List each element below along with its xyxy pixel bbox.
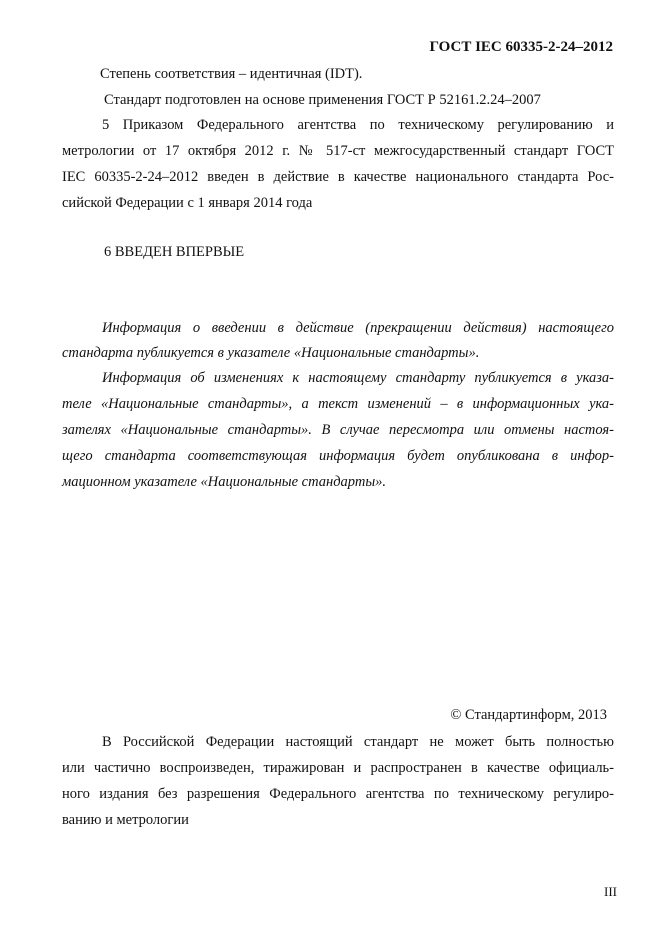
rights-line: ного издания без разрешения Федерального агентства по техническому регулиро- bbox=[62, 786, 614, 802]
section-5-line: сийской Федерации с 1 января 2014 года bbox=[62, 195, 313, 211]
document-header: ГОСТ IEC 60335-2-24–2012 bbox=[429, 39, 613, 55]
section-5-line: метрологии от 17 октября 2012 г. № 517-ст межгосударственный стандарт ГОСТ bbox=[62, 143, 614, 159]
info-line: теле «Национальные стандарты», а текст изменений – в информационных ука- bbox=[62, 396, 614, 412]
conformity-degree: Степень соответствия – идентичная (IDT). bbox=[100, 66, 363, 82]
info-line: стандарта публикуется в указателе «Национальные стандарты». bbox=[62, 345, 480, 361]
info-line: мационном указателе «Национальные стандарты». bbox=[62, 474, 387, 490]
section-5-line: 5 Приказом Федерального агентства по техническому регулированию и bbox=[102, 117, 614, 133]
info-line: Информация об изменениях к настоящему стандарту публикуется в указа- bbox=[102, 370, 614, 386]
copyright-notice: © Стандартинформ, 2013 bbox=[450, 707, 607, 723]
standard-basis: Стандарт подготовлен на основе применения ГОСТ Р 52161.2.24–2007 bbox=[104, 92, 541, 108]
rights-line: или частично воспроизведен, тиражирован и распространен в качестве официаль- bbox=[62, 760, 614, 776]
info-line: зателях «Национальные стандарты». В случае пересмотра или отмены настоя- bbox=[62, 422, 614, 438]
section-5-line: IEC 60335-2-24–2012 введен в действие в качестве национального стандарта Рос- bbox=[62, 169, 614, 185]
page-number: III bbox=[604, 884, 617, 899]
info-line: Информация о введении в действие (прекращении действия) настоящего bbox=[102, 320, 614, 336]
rights-line: В Российской Федерации настоящий стандарт не может быть полностью bbox=[102, 734, 614, 750]
info-line: щего стандарта соответствующая информация будет опубликована в инфор- bbox=[62, 448, 614, 464]
section-6: 6 ВВЕДЕН ВПЕРВЫЕ bbox=[104, 244, 245, 260]
rights-line: ванию и метрологии bbox=[62, 812, 189, 828]
